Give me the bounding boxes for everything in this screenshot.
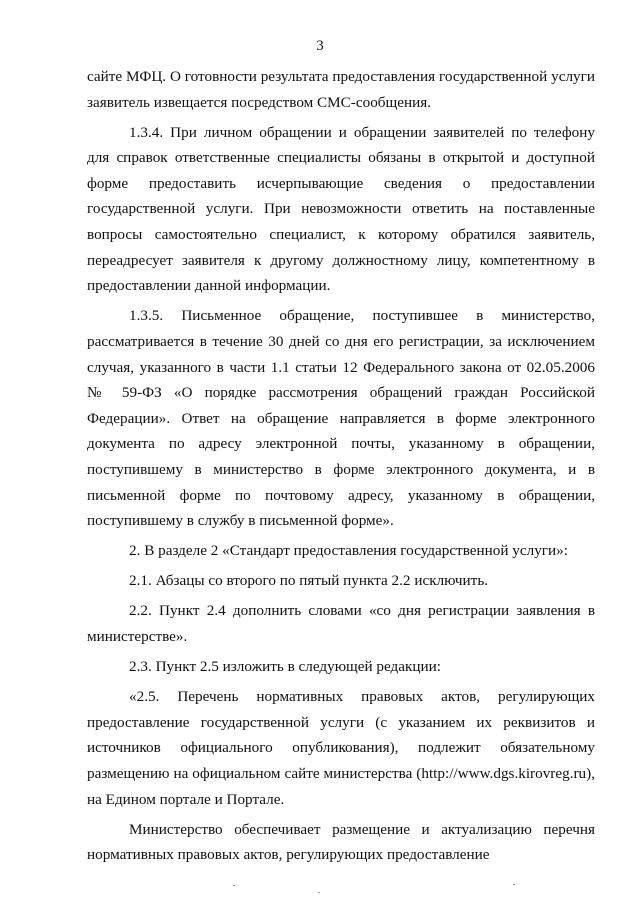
page-number: 3 [316,38,324,54]
paragraph-2-5-quote: «2.5. Перечень нормативных правовых актов, регулирующих предоставление государственной услуги (с указанием их реквизитов и источников официального опубликования), подлежит обязательному размещению на официальном сайте министерства (http://www.dgs.kirovreg.ru), на Едином портале и Портале. [87,688,595,808]
scan-speck [513,884,515,885]
paragraph-1-3-5: 1.3.5. Письменное обращение, поступившее в министерство, рассматривается в течение 30 дней со дня его регистрации, за исключением случая, указанного в части 1.1 статьи 12 Федерального закона от 02.05.2006 № 59-ФЗ «О порядке рассмотрения обращений граждан Российской Федерации». Ответ на обращение направляется в форме электронного документа по адресу электронной почты, указанному в обращении, поступившему в министерство в форме электронного документа, и в письменной форме по почтовому адресу, указанному в обращении, поступившему в службу в письменной форме». [87,307,595,530]
scan-speck [233,885,235,886]
paragraph-1-3-4: 1.3.4. При личном обращении и обращении заявителей по телефону для справок ответственные специалисты обязаны в открытой и доступной форме предоставить исчерпывающие сведения о предоставлении государственной услуги. При невозможности ответить на поставленные вопросы самостоятельно специалист, к которому обратился заявитель, переадресует заявителя к другому должностному лицу, компетентному в предоставлении данной информации. [87,123,595,295]
paragraph-2-1: 2.1. Абзацы со второго по пятый пункта 2.2 исключить. [129,572,489,590]
paragraph-continuation: сайте МФЦ. О готовности результата предоставления государственной услуги заявитель извещается посредством СМС-сообщения. [87,68,595,111]
paragraph-ministry-duty: Министерство обеспечивает размещение и актуализацию перечня нормативных правовых актов, регулирующих предоставление [87,820,595,864]
paragraph-2: 2. В разделе 2 «Стандарт предоставления государственной услуги»: [129,542,568,560]
document-body [87,64,595,872]
paragraph-2-3: 2.3. Пункт 2.5 изложить в следующей редакции: [129,658,442,676]
scan-speck [318,892,320,893]
paragraph-2-2: 2.2. Пункт 2.4 дополнить словами «со дня регистрации заявления в министерстве». [87,602,595,645]
